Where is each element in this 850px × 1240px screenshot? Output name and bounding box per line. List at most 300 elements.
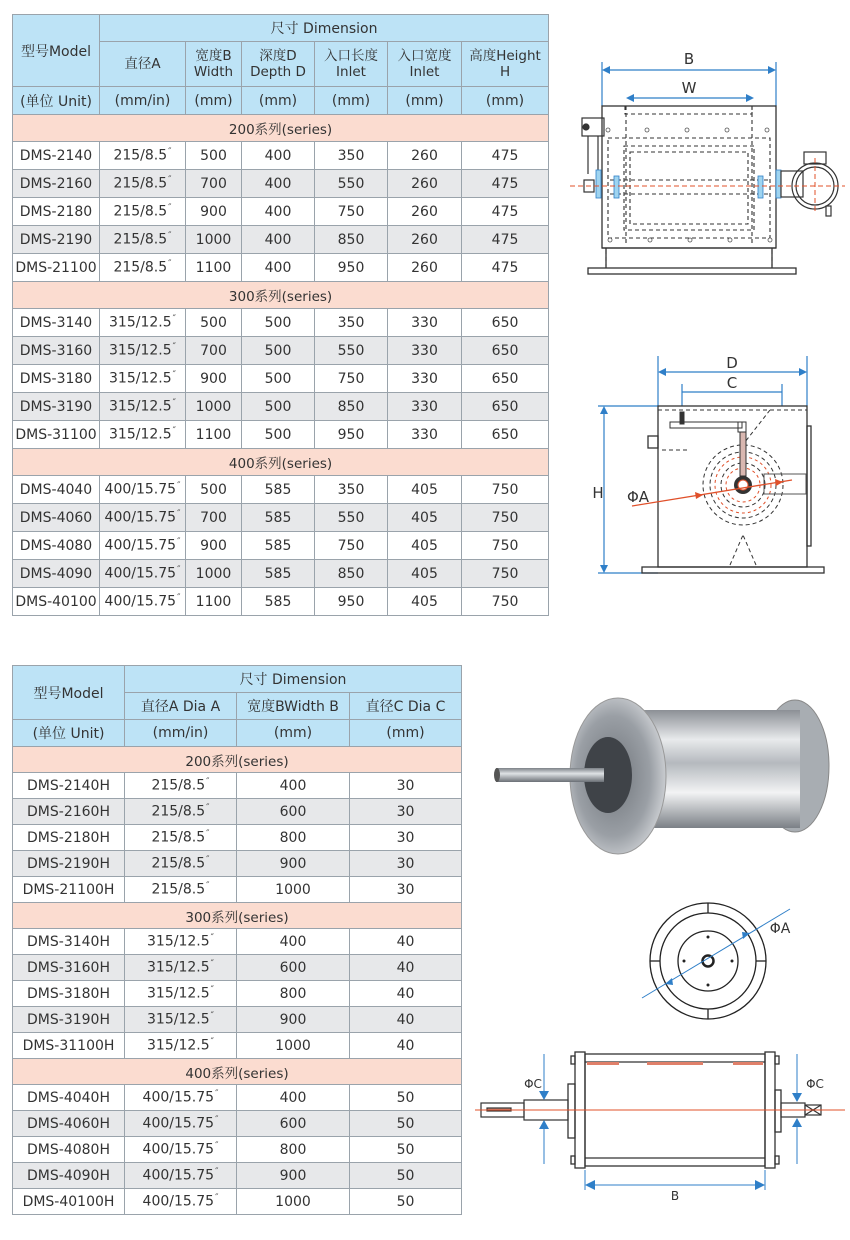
cell-dia: [100, 504, 186, 532]
bolt-holes: [606, 128, 772, 242]
arrow-b-right: [755, 1180, 765, 1190]
inch-mark: ″: [210, 985, 214, 996]
cell-dia_c: 50: [350, 1137, 462, 1163]
cell-dia: [100, 532, 186, 560]
cell-width: 800: [237, 825, 350, 851]
table-row: [13, 1033, 462, 1059]
cell-model: DMS-2190: [13, 226, 100, 254]
table-row: [13, 142, 549, 170]
cell-dia: [125, 1085, 237, 1111]
inch-mark: ″: [168, 203, 172, 214]
header-col-sublabel: Inlet: [336, 64, 366, 80]
cell-dia-value: 215/8.5: [151, 881, 206, 898]
cell-dia-value: 215/8.5: [113, 231, 168, 248]
magnet-strips: [587, 1062, 763, 1065]
table-row: [13, 799, 462, 825]
cell-width: 700: [186, 504, 242, 532]
cell-dia: [100, 226, 186, 254]
cell-dia_c: 50: [350, 1163, 462, 1189]
arrow-h-bottom: [600, 565, 608, 573]
cell-depth: 500: [242, 309, 315, 337]
header-col-sublabel: H: [499, 64, 511, 80]
cell-dia-value: 315/12.5: [147, 985, 210, 1002]
cell-dia_c: 40: [350, 981, 462, 1007]
cell-width: 800: [237, 981, 350, 1007]
header-unit: (mm): [350, 720, 462, 747]
cell-model: DMS-31100H: [13, 1033, 125, 1059]
label-w: W: [681, 79, 697, 97]
cell-model: DMS-2180: [13, 198, 100, 226]
series-title: 400系列(series): [13, 1059, 462, 1085]
cell-width: 1100: [186, 421, 242, 449]
cell-width: 1000: [237, 877, 350, 903]
front-view-diagram: [570, 40, 845, 280]
cell-width: 900: [237, 1007, 350, 1033]
label-h: H: [592, 484, 604, 502]
cell-dia-value: 215/8.5: [151, 829, 206, 846]
table-row: [13, 421, 549, 449]
cell-model: DMS-3160H: [13, 955, 125, 981]
cell-dia: [100, 337, 186, 365]
label-phi-c-left: ΦC: [524, 1077, 542, 1091]
cell-model: DMS-2160: [13, 170, 100, 198]
cell-depth: 400: [242, 198, 315, 226]
table-row: [13, 981, 462, 1007]
cell-height: 650: [462, 309, 549, 337]
cell-dia_c: 40: [350, 1007, 462, 1033]
header-col-1: 宽度BWidth B: [237, 693, 350, 720]
cell-dia-value: 400/15.75: [142, 1141, 215, 1158]
series-title: 300系列(series): [13, 903, 462, 929]
inch-mark: ″: [215, 1193, 219, 1204]
cell-dia: [125, 1163, 237, 1189]
cell-height: 650: [462, 421, 549, 449]
inch-mark: ″: [172, 370, 176, 381]
cell-model: DMS-2180H: [13, 825, 125, 851]
seal-right: [776, 170, 781, 198]
cell-model: DMS-2140H: [13, 773, 125, 799]
cell-dia: [100, 393, 186, 421]
cell-inlet_len: 550: [315, 337, 388, 365]
cell-dia-value: 315/12.5: [147, 1037, 210, 1054]
phi-a-arrow-2: [775, 479, 783, 486]
cell-height: 475: [462, 142, 549, 170]
inch-mark: ″: [215, 1115, 219, 1126]
label-d: D: [726, 354, 738, 372]
cell-dia: [100, 421, 186, 449]
cell-depth: 585: [242, 588, 315, 616]
cell-width: 900: [237, 851, 350, 877]
inch-mark: ″: [206, 777, 210, 788]
cell-dia_c: 30: [350, 825, 462, 851]
cell-inlet_len: 850: [315, 226, 388, 254]
cell-width: 1100: [186, 254, 242, 282]
inch-mark: ″: [177, 565, 181, 576]
cell-depth: 585: [242, 560, 315, 588]
arrow-d-right: [799, 368, 807, 376]
series-row: [13, 1059, 462, 1085]
cell-inlet_w: 405: [388, 476, 462, 504]
cell-height: 475: [462, 170, 549, 198]
cell-dia: [125, 877, 237, 903]
cell-inlet_w: 405: [388, 532, 462, 560]
cell-dia-value: 315/12.5: [147, 933, 210, 950]
header-col-2: 直径C Dia C: [350, 693, 462, 720]
cell-height: 475: [462, 198, 549, 226]
table-row: [13, 929, 462, 955]
end-view-circles: [650, 903, 766, 1019]
inch-mark: ″: [206, 855, 210, 866]
cell-dia_c: 30: [350, 877, 462, 903]
cell-dia: [100, 198, 186, 226]
cell-width: 500: [186, 309, 242, 337]
cell-inlet_len: 350: [315, 309, 388, 337]
header-unit: (mm/in): [100, 87, 186, 115]
seal-right-inner: [758, 176, 763, 198]
table-row: [13, 773, 462, 799]
cell-model: DMS-4080H: [13, 1137, 125, 1163]
cell-dia-value: 215/8.5: [151, 855, 206, 872]
inch-mark: ″: [215, 1141, 219, 1152]
dimension-lines: [544, 1054, 797, 1190]
cell-inlet_len: 950: [315, 588, 388, 616]
header-dimension: 尺寸 Dimension: [125, 666, 462, 693]
header-col-0: 直径A Dia A: [125, 693, 237, 720]
cell-dia: [125, 1033, 237, 1059]
cell-width: 1000: [186, 560, 242, 588]
cell-width: 700: [186, 170, 242, 198]
cell-height: 650: [462, 365, 549, 393]
header-unit-label: (单位 Unit): [13, 720, 125, 747]
series-title: 400系列(series): [13, 449, 549, 476]
arrow-b-left: [602, 66, 610, 74]
drum-photo: [490, 680, 840, 860]
cell-model: DMS-31100: [13, 421, 100, 449]
arrow-d-left: [658, 368, 666, 376]
cell-dia-value: 400/15.75: [104, 565, 177, 582]
cell-dia: [125, 825, 237, 851]
cell-dia-value: 400/15.75: [104, 593, 177, 610]
cell-model: DMS-4090H: [13, 1163, 125, 1189]
shaft-arm: [670, 412, 746, 476]
table-row: [13, 365, 549, 393]
cell-model: DMS-4060: [13, 504, 100, 532]
cell-depth: 585: [242, 476, 315, 504]
cell-inlet_w: 330: [388, 421, 462, 449]
label-b: B: [670, 1189, 680, 1203]
cell-dia: [125, 955, 237, 981]
cell-depth: 500: [242, 421, 315, 449]
cell-dia-value: 400/15.75: [142, 1167, 215, 1184]
cell-dia: [100, 254, 186, 282]
cell-model: DMS-40100: [13, 588, 100, 616]
cell-inlet_w: 330: [388, 337, 462, 365]
cell-dia-value: 400/15.75: [142, 1193, 215, 1210]
table-row: [13, 560, 549, 588]
header-col-label: 宽度B: [195, 48, 232, 64]
cell-model: DMS-4080: [13, 532, 100, 560]
drum-shaft-diagram: [475, 1040, 845, 1210]
cell-dia_c: 40: [350, 955, 462, 981]
cell-height: 750: [462, 476, 549, 504]
cell-dia: [125, 981, 237, 1007]
phi-a-arrow-1: [665, 978, 673, 985]
cell-dia: [125, 1189, 237, 1215]
header-unit-label: (单位 Unit): [13, 87, 100, 115]
header-model: 型号Model: [13, 15, 100, 87]
cell-dia: [125, 1137, 237, 1163]
arrow-b-right: [768, 66, 776, 74]
cell-inlet_w: 260: [388, 142, 462, 170]
cell-height: 750: [462, 588, 549, 616]
inch-mark: ″: [215, 1089, 219, 1100]
end-view-diagram: [630, 895, 830, 1025]
cell-dia-value: 315/12.5: [109, 398, 172, 415]
cell-dia-value: 215/8.5: [151, 777, 206, 794]
inch-mark: ″: [215, 1167, 219, 1178]
cell-inlet_w: 330: [388, 393, 462, 421]
cell-depth: 400: [242, 142, 315, 170]
header-col-sublabel: Depth D: [250, 64, 306, 80]
header-col-5: [462, 42, 549, 87]
table-row: [13, 170, 549, 198]
cell-inlet_w: 405: [388, 560, 462, 588]
cell-model: DMS-3160: [13, 337, 100, 365]
cell-dia-value: 215/8.5: [113, 203, 168, 220]
drum-shaft: [496, 768, 604, 782]
inch-mark: ″: [206, 881, 210, 892]
cell-height: 750: [462, 560, 549, 588]
cell-width: 600: [237, 955, 350, 981]
arrow-b-left: [585, 1180, 595, 1190]
table-row: [13, 393, 549, 421]
cell-width: 1000: [237, 1189, 350, 1215]
table-row: [13, 337, 549, 365]
cell-dia_c: 50: [350, 1111, 462, 1137]
header-col-label: 高度Height: [469, 48, 541, 64]
cell-model: DMS-3190H: [13, 1007, 125, 1033]
cell-model: DMS-40100H: [13, 1189, 125, 1215]
cell-dia-value: 400/15.75: [104, 509, 177, 526]
arrow-phi-c-left-bottom: [539, 1120, 549, 1129]
series-title: 200系列(series): [13, 747, 462, 773]
inch-mark: ″: [172, 342, 176, 353]
series-row: [13, 449, 549, 476]
cell-inlet_len: 750: [315, 198, 388, 226]
cell-dia: [125, 929, 237, 955]
cell-width: 900: [186, 198, 242, 226]
arrow-w-right: [746, 94, 754, 102]
header-col-label: 入口宽度: [397, 48, 452, 64]
header-unit: (mm): [315, 87, 388, 115]
cell-dia-value: 215/8.5: [151, 803, 206, 820]
table-row: [13, 226, 549, 254]
cell-model: DMS-2140: [13, 142, 100, 170]
cell-inlet_len: 750: [315, 365, 388, 393]
cell-model: DMS-2160H: [13, 799, 125, 825]
series-row: [13, 747, 462, 773]
cell-inlet_w: 260: [388, 226, 462, 254]
arrow-phi-c-right-bottom: [792, 1118, 802, 1127]
hub: [734, 476, 752, 494]
label-phi-a: ΦA: [626, 488, 650, 506]
arrow-phi-c-left-top: [539, 1091, 549, 1100]
header-unit: (mm): [462, 87, 549, 115]
cell-model: DMS-4090: [13, 560, 100, 588]
cell-dia: [100, 365, 186, 393]
header-dimension: 尺寸 Dimension: [100, 15, 549, 42]
table-row: [13, 1007, 462, 1033]
cell-width: 500: [186, 476, 242, 504]
cell-height: 650: [462, 393, 549, 421]
cell-inlet_len: 550: [315, 504, 388, 532]
cell-dia: [100, 309, 186, 337]
cell-inlet_w: 260: [388, 254, 462, 282]
series-row: [13, 903, 462, 929]
phi-a-leader: [632, 480, 792, 506]
cell-model: DMS-4040: [13, 476, 100, 504]
table-row: [13, 825, 462, 851]
inch-mark: ″: [168, 175, 172, 186]
inch-mark: ″: [177, 481, 181, 492]
cell-width: 400: [237, 929, 350, 955]
cell-dia-value: 215/8.5: [113, 259, 168, 276]
cell-dia-value: 215/8.5: [113, 147, 168, 164]
cell-model: DMS-3140H: [13, 929, 125, 955]
arrow-phi-c-right-top: [792, 1093, 802, 1102]
cell-inlet_len: 750: [315, 532, 388, 560]
cell-dia: [125, 1007, 237, 1033]
cell-dia_c: 30: [350, 773, 462, 799]
cell-width: 600: [237, 799, 350, 825]
cell-height: 750: [462, 504, 549, 532]
table-row: [13, 198, 549, 226]
drum-shaft-end: [494, 768, 500, 782]
cell-model: DMS-3140: [13, 309, 100, 337]
inch-mark: ″: [210, 1037, 214, 1048]
cell-model: DMS-3180: [13, 365, 100, 393]
inch-mark: ″: [172, 398, 176, 409]
cell-inlet_w: 260: [388, 198, 462, 226]
cell-inlet_len: 950: [315, 421, 388, 449]
cell-dia-value: 400/15.75: [142, 1115, 215, 1132]
cell-dia: [100, 476, 186, 504]
header-unit: (mm): [237, 720, 350, 747]
cell-dia-value: 400/15.75: [104, 481, 177, 498]
inch-mark: ″: [168, 147, 172, 158]
inch-mark: ″: [210, 933, 214, 944]
cell-height: 475: [462, 254, 549, 282]
inch-mark: ″: [210, 1011, 214, 1022]
header-col-label: 入口长度: [324, 48, 378, 64]
header-col-sublabel: Width: [193, 64, 234, 80]
table-row: [13, 955, 462, 981]
cell-dia_c: 30: [350, 851, 462, 877]
cell-inlet_len: 850: [315, 560, 388, 588]
cell-width: 1000: [237, 1033, 350, 1059]
side-view-diagram: [580, 340, 840, 590]
cell-width: 900: [186, 365, 242, 393]
label-phi-c-right: ΦC: [806, 1077, 824, 1091]
inch-mark: ″: [177, 537, 181, 548]
cell-width: 1000: [186, 226, 242, 254]
arrow-h-top: [600, 406, 608, 414]
cell-dia: [125, 1111, 237, 1137]
cell-dia: [100, 170, 186, 198]
table-row: [13, 877, 462, 903]
inch-mark: ″: [206, 803, 210, 814]
cell-dia-value: 315/12.5: [109, 426, 172, 443]
cell-model: DMS-4040H: [13, 1085, 125, 1111]
cell-depth: 500: [242, 365, 315, 393]
cell-dia_c: 50: [350, 1085, 462, 1111]
header-col-label: 直径A: [124, 56, 161, 72]
cell-dia-value: 400/15.75: [104, 537, 177, 554]
table-row: [13, 1111, 462, 1137]
table-row: [13, 851, 462, 877]
cell-model: DMS-4060H: [13, 1111, 125, 1137]
header-col-4: [388, 42, 462, 87]
cell-width: 800: [237, 1137, 350, 1163]
inch-mark: ″: [168, 231, 172, 242]
table-row: [13, 1163, 462, 1189]
end-view-bolts: [683, 936, 734, 987]
cell-inlet_w: 330: [388, 309, 462, 337]
header-col-label: 深度D: [259, 48, 297, 64]
header-unit: (mm): [186, 87, 242, 115]
cell-width: 900: [186, 532, 242, 560]
table-row: [13, 309, 549, 337]
cell-dia_c: 30: [350, 799, 462, 825]
cell-dia_c: 50: [350, 1189, 462, 1215]
inch-mark: ″: [172, 426, 176, 437]
cell-inlet_w: 330: [388, 365, 462, 393]
cell-dia-value: 315/12.5: [109, 342, 172, 359]
cell-model: DMS-3180H: [13, 981, 125, 1007]
cell-width: 500: [186, 142, 242, 170]
cell-width: 400: [237, 1085, 350, 1111]
cell-height: 750: [462, 532, 549, 560]
cell-width: 400: [237, 773, 350, 799]
header-col-2: [242, 42, 315, 87]
phi-a-arrow-1: [695, 492, 703, 499]
cell-depth: 400: [242, 170, 315, 198]
inch-mark: ″: [206, 829, 210, 840]
table-row: [13, 476, 549, 504]
cell-model: DMS-2190H: [13, 851, 125, 877]
cell-depth: 585: [242, 504, 315, 532]
header-col-0: [100, 42, 186, 87]
motor: [781, 152, 838, 216]
cell-dia-value: 315/12.5: [109, 314, 172, 331]
inch-mark: ″: [210, 959, 214, 970]
hidden-lines: [658, 410, 807, 565]
spec-table-housing: [12, 14, 549, 616]
cell-inlet_len: 550: [315, 170, 388, 198]
spec-table-drum: [12, 665, 462, 1215]
table-row: [13, 254, 549, 282]
inch-mark: ″: [172, 314, 176, 325]
cell-dia: [125, 773, 237, 799]
seal-left-inner: [614, 176, 619, 198]
cell-dia-value: 315/12.5: [109, 370, 172, 387]
cell-inlet_w: 405: [388, 504, 462, 532]
cell-dia-value: 315/12.5: [147, 959, 210, 976]
header-col-sublabel: Inlet: [409, 64, 440, 80]
series-row: [13, 282, 549, 309]
series-title: 200系列(series): [13, 115, 549, 142]
label-b: B: [683, 50, 695, 68]
